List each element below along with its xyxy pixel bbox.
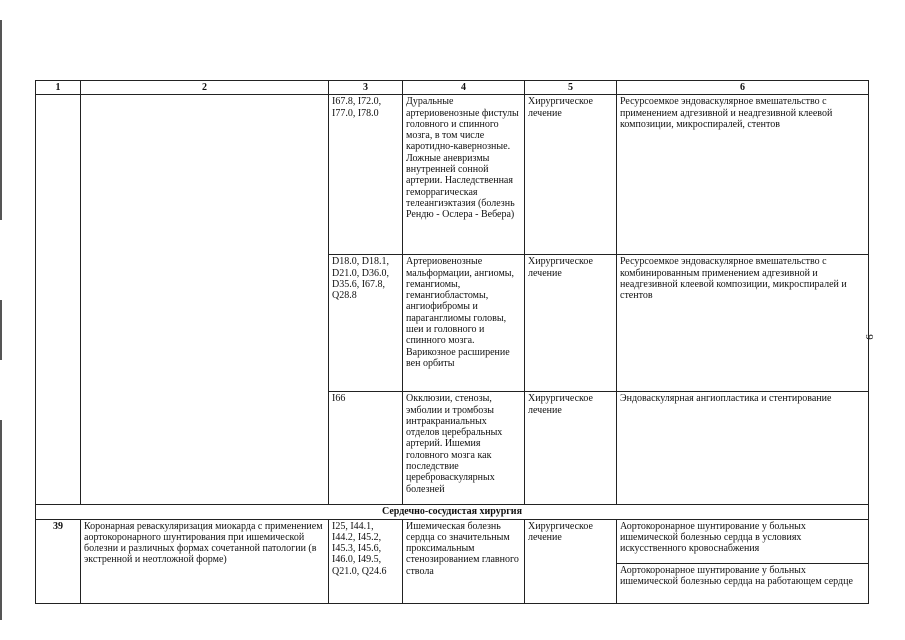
treatment-type-cell: Хирургическое лечение xyxy=(525,95,617,255)
row-number: 39 xyxy=(36,519,81,603)
patient-model-cell: Дуральные артериовенозные фистулы головного и спинного мозга, в том числе каротидно-кавернозные. Ложные аневризмы внутренней сонной артерии. Наследственная геморрагическая телеангиэктазия (болезнь Рендю - Ослера - Вебера) xyxy=(403,95,525,255)
patient-model-cell: Окклюзии, стенозы, эмболии и тромбозы интракраниальных отделов церебральных артерий. Ишемия головного мозга как последствие цереброваскулярных болезней xyxy=(403,392,525,505)
column-header: 5 xyxy=(525,81,617,95)
column-header: 4 xyxy=(403,81,525,95)
header-row xyxy=(36,81,869,95)
treatment-method-cell: Аортокоронарное шунтирование у больных ишемической болезнью сердца в условиях искусственного кровоснабжения xyxy=(617,519,869,563)
table-row xyxy=(36,95,869,255)
page-number: 9 xyxy=(862,334,875,340)
treatment-method-cell: Аортокоронарное шунтирование у больных ишемической болезнью сердца на работающем сердце xyxy=(617,563,869,603)
name-cell-empty xyxy=(81,95,329,505)
icd-codes-cell: I66 xyxy=(329,392,403,505)
patient-model-cell: Ишемическая болезнь сердца со значительным проксимальным стенозированием главного ствола xyxy=(403,519,525,603)
table-row xyxy=(36,519,869,563)
column-header: 2 xyxy=(81,81,329,95)
number-cell-empty xyxy=(36,95,81,505)
treatment-type-cell: Хирургическое лечение xyxy=(525,255,617,392)
treatment-method-cell: Ресурсоемкое эндоваскулярное вмешательство с комбинированным применением адгезивной и неадгезивной клеевой композиции, микроспиралей и стентов xyxy=(617,255,869,392)
medical-care-table xyxy=(35,80,869,604)
icd-codes-cell: D18.0, D18.1, D21.0, D36.0, D35.6, I67.8, Q28.8 xyxy=(329,255,403,392)
column-header: 3 xyxy=(329,81,403,95)
icd-codes-cell: I67.8, I72.0, I77.0, I78.0 xyxy=(329,95,403,255)
treatment-method-cell: Эндоваскулярная ангиопластика и стентирование xyxy=(617,392,869,505)
patient-model-cell: Артериовенозные мальформации, ангиомы, гемангиомы, гемангиобластомы, ангиофибромы и параганглиомы головы, шеи и головного и спинного мозга. Варикозное расширение вен орбиты xyxy=(403,255,525,392)
left-edge-mark xyxy=(0,0,3,640)
treatment-type-cell: Хирургическое лечение xyxy=(525,392,617,505)
treatment-type-cell: Хирургическое лечение xyxy=(525,519,617,603)
column-header: 6 xyxy=(617,81,869,95)
column-header: 1 xyxy=(36,81,81,95)
section-row xyxy=(36,505,869,519)
care-type-name-cell: Коронарная реваскуляризация миокарда с применением аортокоронарного шунтирования при ишемической болезни и различных формах сочетанной патологии (в экстренной и неотложной форме) xyxy=(81,519,329,603)
section-title: Сердечно-сосудистая хирургия xyxy=(36,505,869,519)
treatment-method-cell: Ресурсоемкое эндоваскулярное вмешательство с применением адгезивной и неадгезивной клеевой композиции, микроспиралей, стентов xyxy=(617,95,869,255)
icd-codes-cell: I25, I44.1, I44.2, I45.2, I45.3, I45.6, I46.0, I49.5, Q21.0, Q24.6 xyxy=(329,519,403,603)
